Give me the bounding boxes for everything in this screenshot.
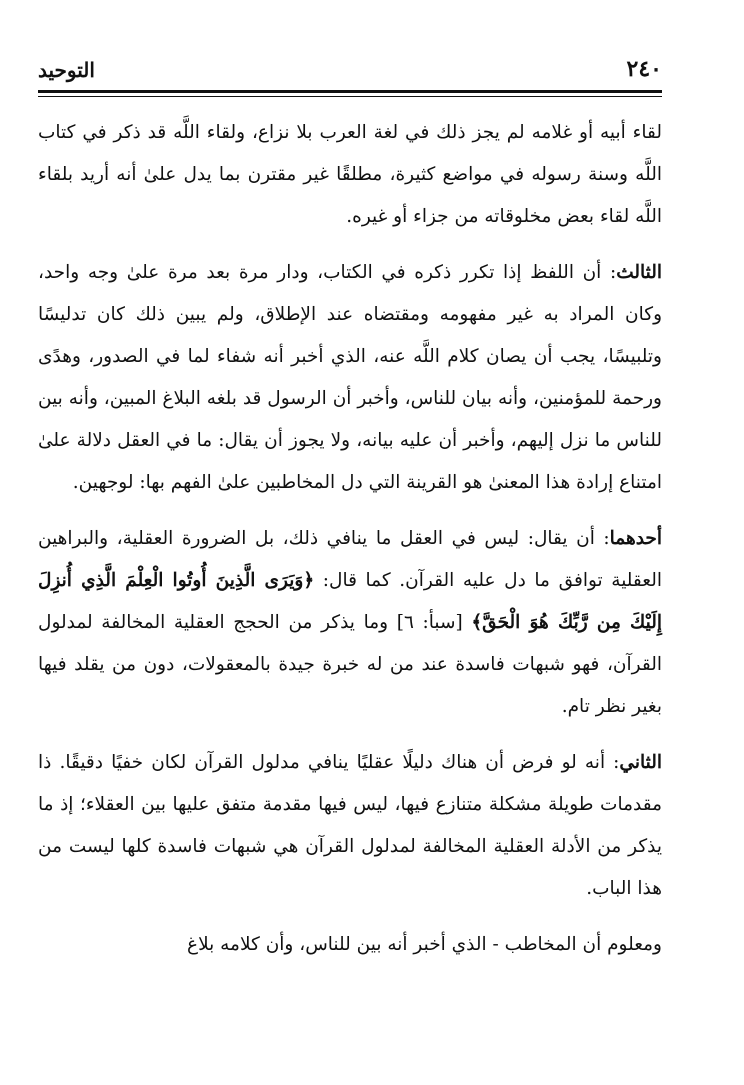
body-text bbox=[38, 112, 662, 966]
paragraph-text: وما يذكر من الحجج العقلية المخالفة لمدلول القرآن، فهو شبهات فاسدة عند من له خبرة جيدة بالمعقولات، دون من يقلد فيها بغير نظر تام. bbox=[38, 612, 662, 717]
paragraph-lead: أحدهما bbox=[609, 528, 662, 549]
paragraph-second-reason bbox=[38, 742, 662, 910]
paragraph-text: : أن يقال: ليس في العقل ما ينافي ذلك، بل الضرورة العقلية، والبراهين العقلية توافق ما دل عليه القرآن. كما قال: bbox=[38, 528, 662, 591]
paragraph-text: : أنه لو فرض أن هناك دليلًا عقليًا ينافي مدلول القرآن لكان خفيًا دقيقًا. ذا مقدمات طويلة مشكلة متنازع فيها، ليس فيها مقدمة متفق عليها بين العقلاء؛ إذ ما يذكر من الأدلة العقلية المخالفة لمدلول القرآن هي شبهات فاسدة كلها ليست من هذا الباب. bbox=[38, 752, 662, 899]
paragraph-third-point bbox=[38, 252, 662, 504]
page-number: ٢٤٠ bbox=[626, 56, 662, 82]
quran-verse: ﴿وَيَرَى الَّذِينَ أُوتُوا الْعِلْمَ الَّذِي أُنزِلَ إِلَيْكَ مِن رَّبِّكَ هُوَ الْحَقَّ﴾ bbox=[38, 570, 662, 633]
paragraph-text: لقاء أبيه أو غلامه لم يجز ذلك في لغة العرب بلا نزاع، ولقاء اللَّه قد ذكر في كتاب اللَّه وسنة رسوله في مواضع كثيرة، مطلقًا غير مقترن بما يدل علىٰ أنه أريد بلقاء اللَّه لقاء بعض مخلوقاته من جزاء أو غيره. bbox=[38, 122, 662, 227]
paragraph-lead: الثاني bbox=[619, 752, 662, 773]
paragraph-1 bbox=[38, 112, 662, 238]
paragraph-lead: الثالث bbox=[616, 262, 662, 283]
running-title: التوحيد bbox=[38, 58, 95, 82]
header-rule-thick bbox=[38, 90, 662, 93]
paragraph-text: : أن اللفظ إذا تكرر ذكره في الكتاب، ودار مرة بعد مرة علىٰ وجه واحد، وكان المراد به غير مفهومه ومقتضاه عند الإطلاق، ولم يبين ذلك كان تدليسًا وتلبيسًا، يجب أن يصان كلام اللَّه عنه، الذي أخبر أنه شفاء لما في الصدور، وهدًى ورحمة للمؤمنين، وأنه بيان للناس، وأخبر أن الرسول قد بلغه البلاغ المبين، وأنه بين للناس ما نزل إليهم، وأخبر أن عليه بيانه، ولا يجوز أن يقال: ما في العقل دلالة علىٰ امتناع إرادة هذا المعنىٰ هو القرينة التي دل المخاطبين علىٰ الفهم بها: لوجهين. bbox=[38, 262, 662, 493]
paragraph-text: ومعلوم أن المخاطب - الذي أخبر أنه بين للناس، وأن كلامه بلاغ bbox=[187, 934, 662, 955]
paragraph-first-reason bbox=[38, 518, 662, 728]
header-rule-thin bbox=[38, 96, 662, 97]
page-header bbox=[38, 56, 662, 90]
verse-citation: [سبأ: ٦] bbox=[388, 612, 472, 633]
paragraph-continued bbox=[38, 924, 662, 966]
